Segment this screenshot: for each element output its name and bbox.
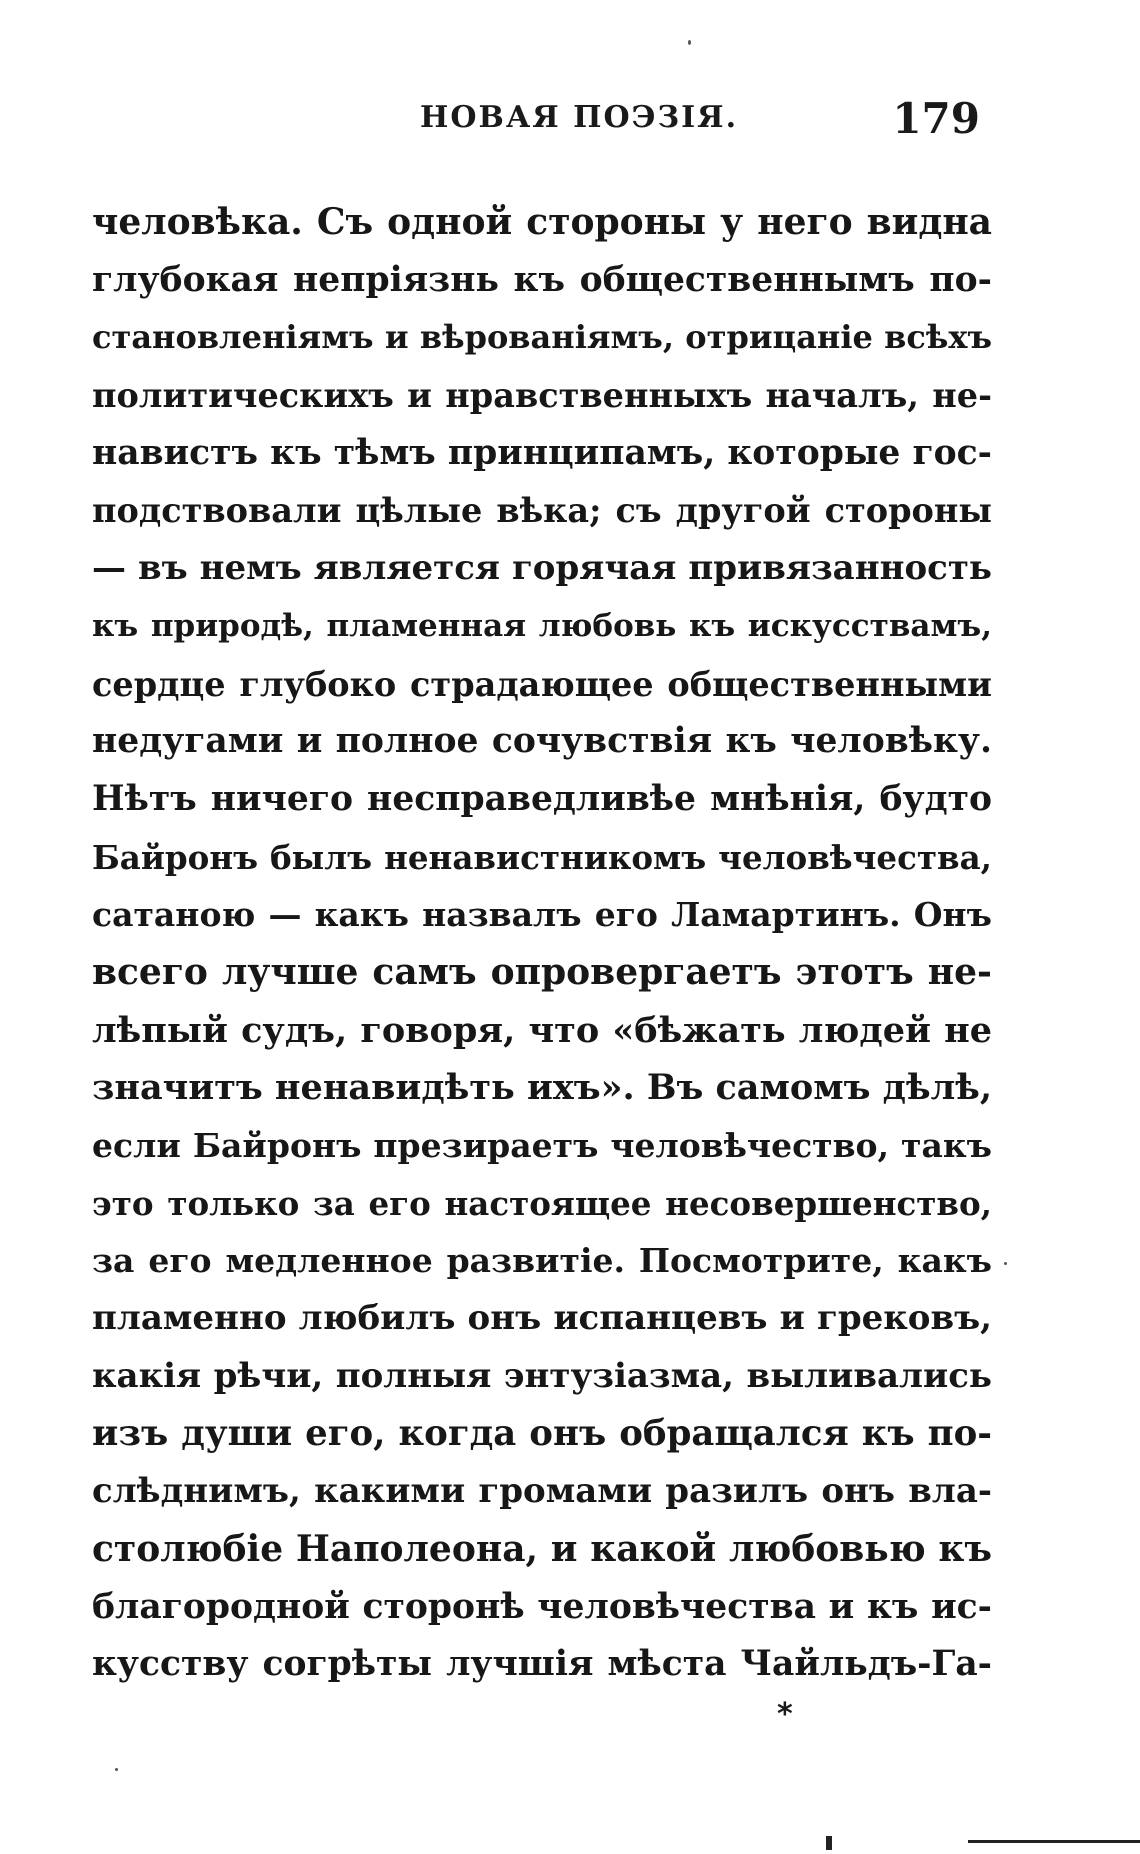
text-line: подствовали цѣлые вѣка; съ другой стороны bbox=[92, 491, 992, 531]
text-line: какія рѣчи, полныя энтузіазма, выливались bbox=[92, 1355, 992, 1396]
text-line: столюбіе Наполеона, и какой любовью къ bbox=[92, 1527, 992, 1570]
text-line: Нѣтъ ничего несправедливѣе мнѣнія, будто bbox=[92, 778, 992, 819]
text-line: всего лучше самъ опровергаетъ этотъ не- bbox=[92, 950, 992, 993]
running-title: НОВАЯ ПОЭЗІЯ. bbox=[420, 100, 739, 135]
scan-edge-mark bbox=[826, 1836, 832, 1850]
text-line: если Байронъ презираетъ человѣчество, такъ bbox=[92, 1126, 992, 1165]
page-number: 179 bbox=[892, 94, 980, 143]
text-line: лѣпый судъ, говоря, что «бѣжать людей не bbox=[92, 1009, 992, 1051]
text-line: недугами и полное сочувствія къ человѣку. bbox=[92, 721, 992, 762]
scan-speck bbox=[688, 40, 691, 45]
text-line: глубокая непріязнь къ общественнымъ по- bbox=[92, 259, 992, 300]
text-line: Байронъ былъ ненавистникомъ человѣчества, bbox=[92, 837, 992, 877]
text-line: становленіямъ и вѣрованіямъ, отрицаніе всѣхъ bbox=[92, 318, 992, 357]
scan-edge-line bbox=[968, 1840, 1140, 1843]
text-line: кусству согрѣты лучшія мѣста Чайльдъ-Га- bbox=[92, 1644, 992, 1685]
text-line: — въ немъ является горячая привязанность bbox=[92, 548, 992, 589]
text-line: за его медленное развитіе. Посмотрите, какъ bbox=[92, 1241, 992, 1281]
text-line: политическихъ и нравственныхъ началъ, не- bbox=[92, 376, 992, 416]
signature-mark: * bbox=[777, 1697, 793, 1732]
text-line: слѣднимъ, какими громами разилъ онъ вла- bbox=[92, 1471, 992, 1512]
text-line: человѣка. Съ одной стороны у него видна bbox=[92, 201, 992, 243]
text-line: сатаною — какъ назвалъ его Ламартинъ. Онъ bbox=[92, 895, 992, 935]
text-line: это только за его настоящее несовершенство, bbox=[92, 1183, 992, 1223]
scan-speck bbox=[115, 1768, 118, 1771]
text-line: сердце глубоко страдающее общественными bbox=[92, 664, 992, 704]
text-line: пламенно любилъ онъ испанцевъ и грековъ, bbox=[92, 1298, 992, 1339]
scan-speck bbox=[1004, 1262, 1007, 1265]
text-line: навистъ къ тѣмъ принципамъ, которые гос- bbox=[92, 432, 992, 473]
text-line: благородной сторонѣ человѣчества и къ ис- bbox=[92, 1586, 992, 1627]
body-text bbox=[92, 194, 992, 1694]
text-line: къ природѣ, пламенная любовь къ искусствамъ, bbox=[92, 607, 992, 644]
text-line: изъ души его, когда онъ обращался къ по- bbox=[92, 1413, 992, 1455]
text-line: значитъ ненавидѣть ихъ». Въ самомъ дѣлѣ, bbox=[92, 1067, 992, 1109]
